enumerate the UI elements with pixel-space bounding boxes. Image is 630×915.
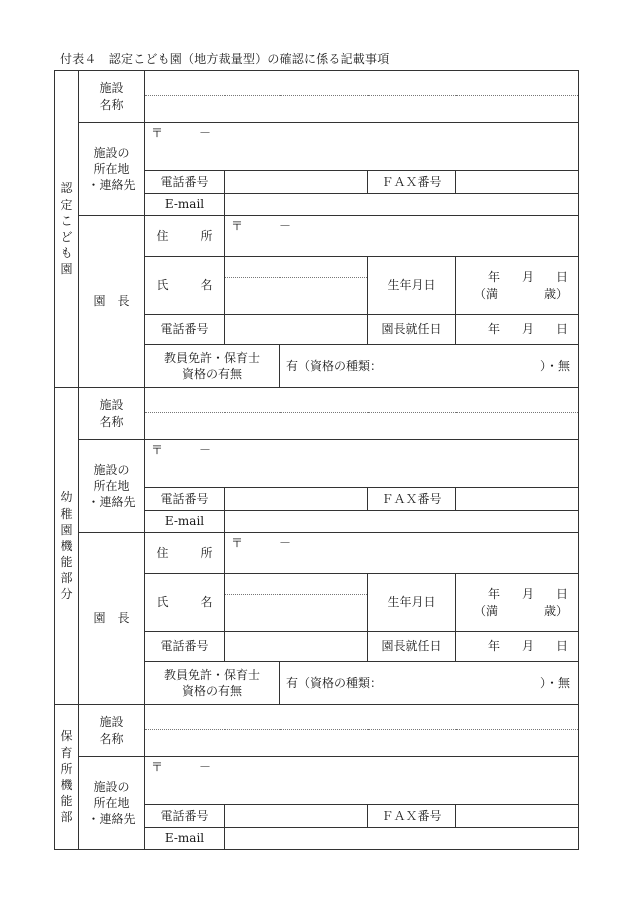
s1-facility-name-field[interactable] bbox=[145, 96, 579, 123]
s1-phone-field[interactable] bbox=[225, 171, 368, 194]
s3-email-label: E-mail bbox=[145, 828, 225, 850]
section-label-nursery: 保 育 所 機 能 部 bbox=[55, 705, 79, 850]
s2-facility-address-label: 施設の 所在地 ・連絡先 bbox=[79, 440, 145, 533]
s2-fax-label: ＦＡＸ番号 bbox=[368, 488, 456, 511]
s1-facility-name-kana-field[interactable] bbox=[145, 71, 579, 96]
s2-director-name-kana-field[interactable] bbox=[225, 574, 368, 595]
s1-facility-name-label: 施設 名称 bbox=[79, 71, 145, 123]
s2-director-name-field[interactable] bbox=[225, 595, 368, 632]
s2-birthdate-label: 生年月日 bbox=[368, 574, 456, 632]
s3-facility-name-label: 施設 名称 bbox=[79, 705, 145, 757]
s1-appointment-date-field[interactable]: 年 月 日 bbox=[456, 315, 579, 345]
s2-director-phone-field[interactable] bbox=[225, 632, 368, 662]
s3-facility-name-kana-field[interactable] bbox=[145, 705, 579, 730]
s1-facility-name-row bbox=[55, 71, 579, 96]
document-title: 付表４ 認定こども園（地方裁量型）の確認に係る記載事項 bbox=[60, 52, 390, 66]
s3-facility-address-field[interactable]: 〒 － bbox=[145, 757, 579, 805]
s2-phone-field[interactable] bbox=[225, 488, 368, 511]
s2-email-label: E-mail bbox=[145, 511, 225, 533]
s1-appointment-date-label: 園長就任日 bbox=[368, 315, 456, 345]
s2-phone-label: 電話番号 bbox=[145, 488, 225, 511]
s3-phone-label: 電話番号 bbox=[145, 805, 225, 828]
s1-fax-label: ＦＡＸ番号 bbox=[368, 171, 456, 194]
s1-director-label: 園 長 bbox=[79, 216, 145, 388]
s2-appointment-date-field[interactable]: 年 月 日 bbox=[456, 632, 579, 662]
s2-license-field[interactable]: 有（資格の種類： ）・無 bbox=[280, 662, 579, 705]
s1-director-address-label: 住 所 bbox=[145, 216, 225, 257]
section-label-kindergarten: 幼 稚 園 機 能 部 分 bbox=[55, 388, 79, 705]
s2-director-label: 園 長 bbox=[79, 533, 145, 705]
s3-phone-field[interactable] bbox=[225, 805, 368, 828]
registration-form-table bbox=[54, 70, 579, 850]
s1-director-address-field[interactable]: 〒 － bbox=[225, 216, 579, 257]
s3-fax-field[interactable] bbox=[456, 805, 579, 828]
s1-director-phone-label: 電話番号 bbox=[145, 315, 225, 345]
s3-email-field[interactable] bbox=[225, 828, 579, 850]
s2-email-field[interactable] bbox=[225, 511, 579, 533]
s1-birthdate-label: 生年月日 bbox=[368, 257, 456, 315]
s2-director-address-field[interactable]: 〒 － bbox=[225, 533, 579, 574]
s2-director-phone-label: 電話番号 bbox=[145, 632, 225, 662]
s1-birthdate-field[interactable]: 年 月 日 （満 歳） bbox=[456, 257, 579, 315]
s1-email-label: E-mail bbox=[145, 194, 225, 216]
s2-facility-name-kana-field[interactable] bbox=[145, 388, 579, 413]
s3-facility-name-field[interactable] bbox=[145, 730, 579, 757]
s2-director-name-label: 氏 名 bbox=[145, 574, 225, 632]
s2-birthdate-field[interactable]: 年 月 日 （満 歳） bbox=[456, 574, 579, 632]
section-label-kodomoen: 認 定 こ ど も 園 bbox=[55, 71, 79, 388]
s2-appointment-date-label: 園長就任日 bbox=[368, 632, 456, 662]
s3-fax-label: ＦＡＸ番号 bbox=[368, 805, 456, 828]
s2-facility-name-field[interactable] bbox=[145, 413, 579, 440]
s2-director-address-label: 住 所 bbox=[145, 533, 225, 574]
s3-facility-address-label: 施設の 所在地 ・連絡先 bbox=[79, 757, 145, 850]
s1-director-name-label: 氏 名 bbox=[145, 257, 225, 315]
s1-director-phone-field[interactable] bbox=[225, 315, 368, 345]
s2-facility-address-field[interactable]: 〒 － bbox=[145, 440, 579, 488]
s1-license-label: 教員免許・保育士 資格の有無 bbox=[145, 345, 280, 388]
s1-phone-label: 電話番号 bbox=[145, 171, 225, 194]
s1-email-field[interactable] bbox=[225, 194, 579, 216]
s1-license-field[interactable]: 有（資格の種類： ）・無 bbox=[280, 345, 579, 388]
s1-facility-address-label: 施設の 所在地 ・連絡先 bbox=[79, 123, 145, 216]
s1-fax-field[interactable] bbox=[456, 171, 579, 194]
s1-facility-address-field[interactable]: 〒 － bbox=[145, 123, 579, 171]
s2-license-label: 教員免許・保育士 資格の有無 bbox=[145, 662, 280, 705]
s2-facility-name-label: 施設 名称 bbox=[79, 388, 145, 440]
s1-director-name-field[interactable] bbox=[225, 278, 368, 315]
s2-fax-field[interactable] bbox=[456, 488, 579, 511]
s1-director-name-kana-field[interactable] bbox=[225, 257, 368, 278]
